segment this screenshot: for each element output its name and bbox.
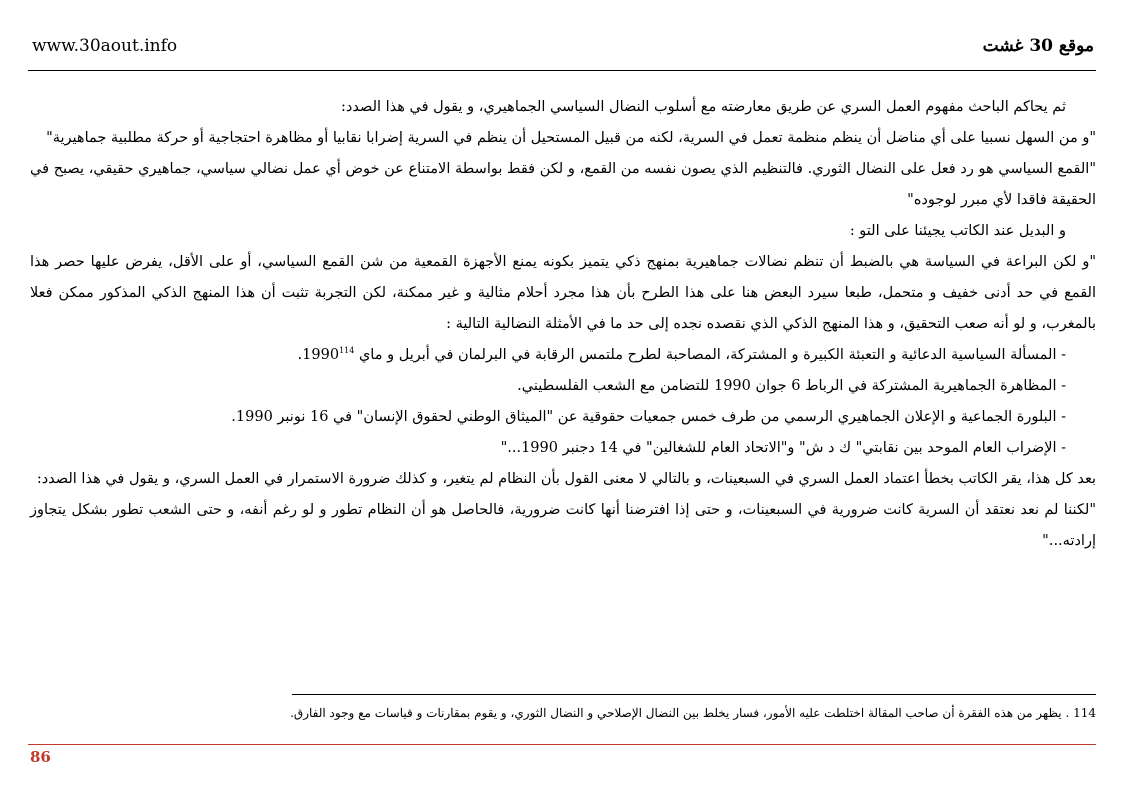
list-item: - المظاهرة الجماهيرية المشتركة في الرباط 6 جوان 1990 للتضامن مع الشعب الفلسطيني. (517, 378, 1066, 394)
page-number: 86 (30, 748, 51, 766)
site-url[interactable]: www.30aout.info (32, 36, 178, 56)
footnote-reference[interactable]: 114 (339, 346, 355, 356)
footnote-divider (292, 694, 1096, 695)
page-header (28, 30, 1096, 71)
footer-divider (28, 744, 1096, 745)
footnote: 114 . يظهر من هذه الفقرة أن صاحب المقالة اختلطت عليه الأمور، فسار يخلط بين النضال الإصلاحي و النضال الثوري، و يقوم بمقارنات و قياسات مع وجود الفارق. (290, 706, 1096, 720)
paragraph-conclusion: بعد كل هذا، يقر الكاتب بخطأ اعتماد العمل السري في السبعينات، و بالتالي لا معنى القول بأن النظام لم يتغير، و كذلك ضرورة الاستمرار في العمل السري، و يقول في هذا الصدد: (36, 471, 1096, 487)
bullet-list (30, 340, 1096, 464)
list-item-text: - المسألة السياسية الدعائية و التعبئة الكبيرة و المشتركة، المصاحبة لطرح ملتمس الرقابة في البرلمان في أبريل و ماي 1990 (302, 347, 1066, 363)
quote-2: "القمع السياسي هو رد فعل على النضال الثوري. فالتنظيم الذي يصون نفسه من القمع، و لكن فقط بواسطة الامتناع عن خوض أي عمل نضالي سياسي، جماهيري حقيقي، يصبح في الحقيقة فاقدا لأي مبرر لوجوده" (30, 161, 1096, 208)
body-text (30, 92, 1096, 557)
quote-3: "و لكن البراعة في السياسة هي بالضبط أن تنظم نضالات جماهيرية بمنهج ذكي يتميز بكونه يمنع الأجهزة القمعية من شن القمع السياسي، أو على الأقل، يفرض عليها حصر هذا القمع في حد أدنى خفيف و متحمل، طبعا سيرد البعض هنا على هذا الطرح بأن هذا مجرد أحلام مثالية و غير ممكنة، لكن التجربة تثبت أن هذا المنهج الذكي المذكور ممكن فعلا بالمغرب، و لو أنه صعب التحقيق، و هذا المنهج الذكي الذي نقصده نجده إلى حد ما في الأمثلة النضالية التالية : (30, 254, 1096, 332)
paragraph-alternative: و البديل عند الكاتب يجيئنا على التو : (849, 223, 1066, 239)
list-item: - المسألة السياسية الدعائية و التعبئة الكبيرة و المشتركة، المصاحبة لطرح ملتمس الرقابة في البرلمان في أبريل و ماي 1990$^{114}$. (297, 346, 1066, 363)
list-item: - البلورة الجماعية و الإعلان الجماهيري الرسمي من طرف خمس جمعيات حقوقية عن "الميثاق الوطني لحقوق الإنسان" في 16 نونبر 1990. (231, 409, 1066, 425)
paragraph-intro: ثم يحاكم الباحث مفهوم العمل السري عن طريق معارضته مع أسلوب النضال السياسي الجماهيري، و يقول في هذا الصدد: (341, 99, 1066, 115)
quote-1: "و من السهل نسبيا على أي مناضل أن ينظم منظمة تعمل في السرية، لكنه من قبيل المستحيل أن ينظم في السرية إضرابا نقابيا أو مظاهرة احتجاجية أو حركة مطلبية جماهيرية" (46, 130, 1096, 146)
site-name: موقع 30 غشت (982, 36, 1094, 56)
list-item: - الإضراب العام الموحد بين نقابتي" ك د ش" و"الاتحاد العام للشغالين" في 14 دجنبر 1990..." (500, 440, 1066, 456)
quote-4: "لكننا لم نعد نعتقد أن السرية كانت ضرورية في السبعينات، و حتى إذا افترضنا أنها كانت ضرورية، فالحاصل هو أن النظام تطور و لو رغم أنفه، و حتى الشعب تطور بشكل يتجاوز إرادته..." (30, 502, 1096, 549)
